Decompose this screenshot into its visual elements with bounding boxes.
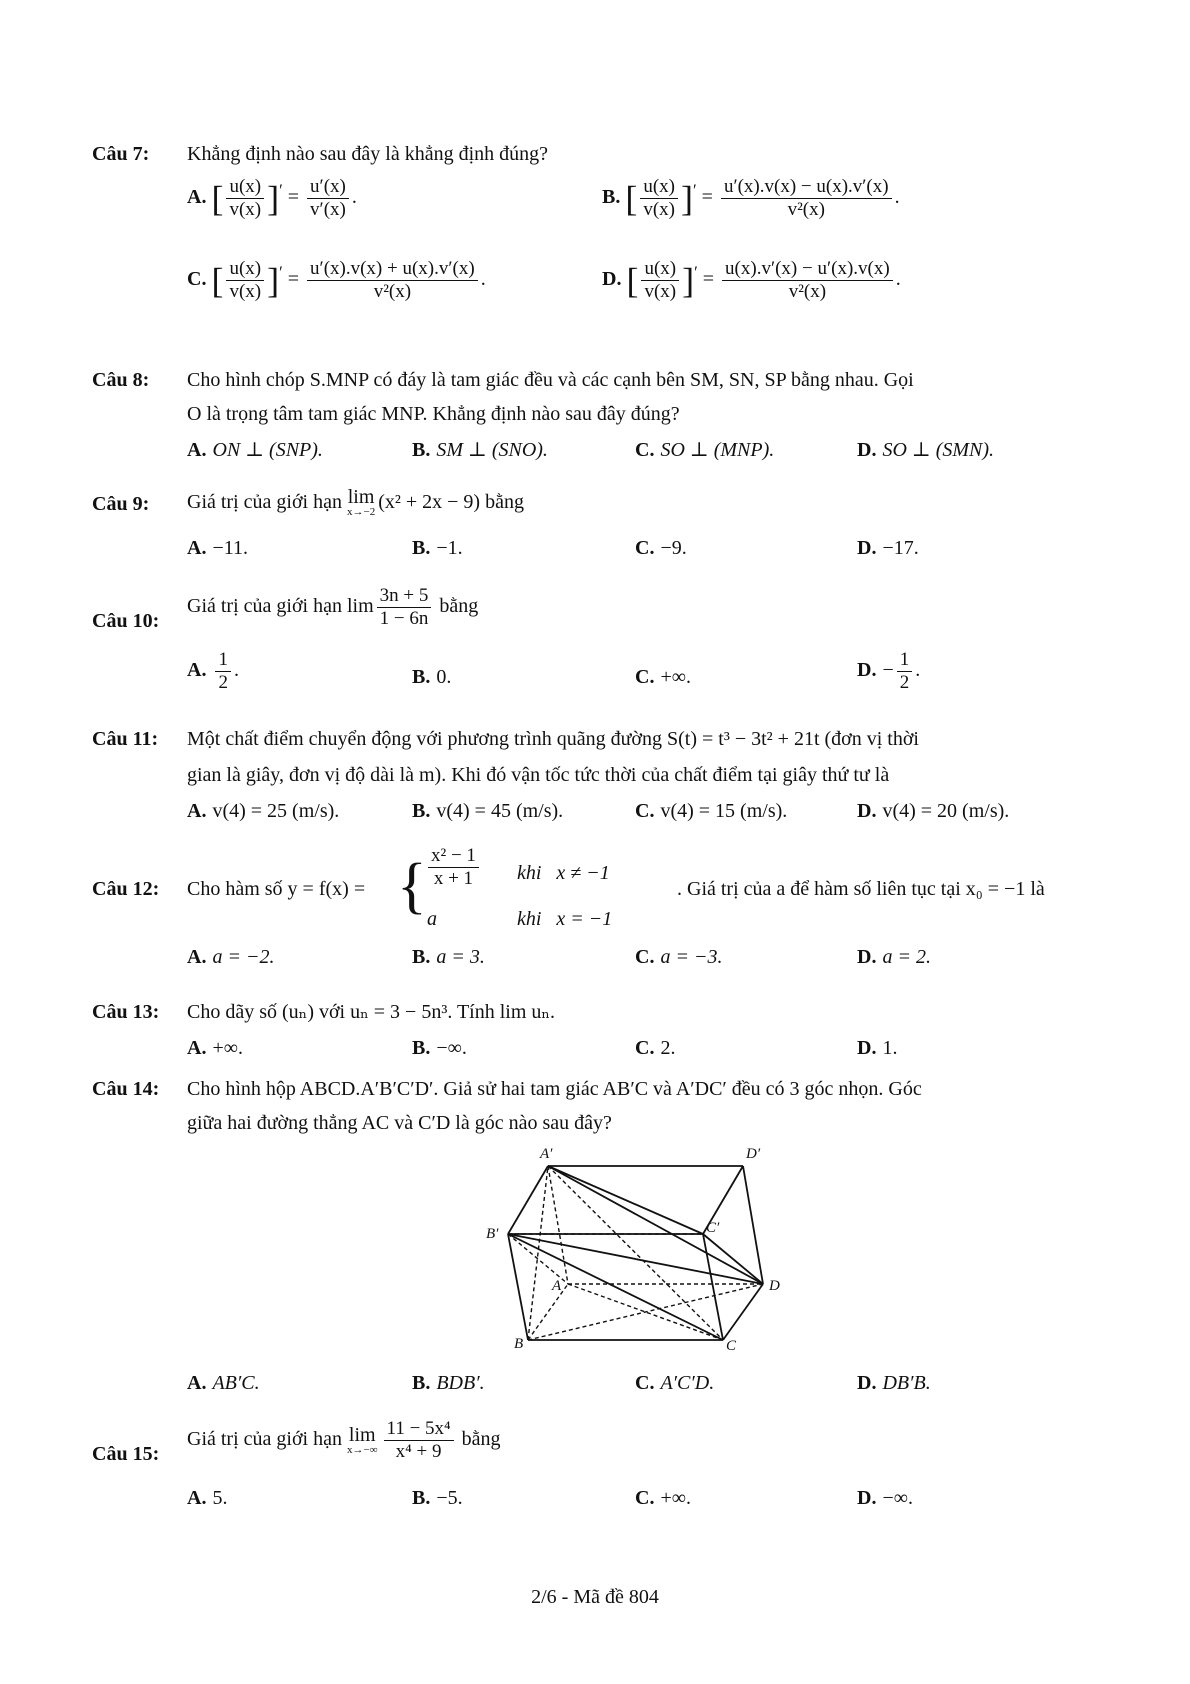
option-a[interactable]: A. +∞. — [187, 1037, 243, 1059]
question-stem: Cho dãy số (uₙ) với uₙ = 3 − 5n³. Tính lim uₙ. — [187, 1001, 556, 1023]
question-stem: Khẳng định nào sau đây là khẳng định đúng? — [187, 143, 549, 165]
limit-operator: lim — [346, 595, 374, 618]
question-7 — [92, 140, 1102, 330]
fraction-numerator: u(x) — [640, 176, 678, 199]
label-b: B — [514, 1336, 524, 1350]
option-c[interactable]: C. 2. — [635, 1037, 676, 1059]
option-b[interactable]: B. 0. — [412, 666, 452, 688]
option-c[interactable]: C. A′C′D. — [635, 1372, 715, 1394]
option-d[interactable]: D. −17. — [857, 537, 919, 559]
limit-operator: lim x→−2 — [346, 486, 376, 519]
option-b[interactable]: B. v(4) = 45 (m/s). — [412, 800, 564, 822]
edge-c1d — [703, 1234, 763, 1284]
case2-value: a — [427, 908, 437, 930]
stem-prefix: Cho hàm số y = f(x) = — [187, 878, 366, 900]
options-row — [187, 797, 1097, 827]
option-key: C. — [187, 268, 207, 291]
question-stem-line2: gian là giây, đơn vị độ dài là m). Khi đó vận tốc tức thời của chất điểm tại giây thứ tư là — [187, 764, 890, 786]
fraction-denominator: v(x) — [643, 199, 675, 220]
parallelepiped-figure — [480, 1140, 790, 1350]
question-label: Câu 10: — [92, 610, 160, 632]
options-row — [187, 1369, 1097, 1399]
options-row — [187, 1034, 1097, 1064]
edge-d1d — [743, 1166, 763, 1284]
question-label: Câu 12: — [92, 878, 160, 900]
option-d[interactable]: D. DB′B. — [857, 1372, 931, 1394]
question-stem-line2: giữa hai đường thẳng AC và C′D là góc nào sau đây? — [187, 1112, 612, 1134]
limit-operator: lim x→−∞ — [346, 1423, 378, 1456]
page-footer: 2/6 - Mã đề 804 — [531, 1586, 659, 1608]
question-stem: Giá trị của giới hạn lim x→−2 (x² + 2x − 9) bằng — [187, 486, 524, 519]
fraction-denominator: v²(x) — [788, 281, 827, 302]
option-c[interactable]: C. [ $\frac{u(x)}{v(x)}$ ]′ = $\frac{u'(x).v(x) + u(x).v'(x)}{\text{v²(x)}}$ . — [187, 258, 486, 302]
line-a1d — [548, 1166, 763, 1284]
question-label: Câu 15: — [92, 1443, 160, 1465]
question-stem-line2: O là trọng tâm tam giác MNP. Khẳng định nào sau đây đúng? — [187, 403, 680, 425]
case2-condition: khi x = −1 — [517, 908, 613, 930]
option-b[interactable]: B. SM ⊥ (SNO). — [412, 439, 548, 461]
option-key: D. — [602, 268, 622, 291]
stem-suffix: . Giá trị của a để hàm số liên tục tại x₀ = −1 là — [677, 878, 1045, 900]
option-c[interactable]: C. +∞. — [635, 666, 691, 688]
question-8 — [92, 366, 1102, 466]
option-d[interactable]: D. [ $\frac{u(x)}{v(x)}$ ]′ = $\frac{u(x).v'(x) - u'(x).v(x)}{\text{v²(x)}}$ . — [602, 258, 901, 302]
label-d: D — [769, 1278, 780, 1294]
fraction-denominator: v(x) — [644, 281, 677, 302]
question-label: Câu 8: — [92, 369, 150, 391]
option-c[interactable]: C. v(4) = 15 (m/s). — [635, 800, 788, 822]
edge-a1b1 — [508, 1166, 548, 1234]
piecewise-brace: { — [397, 852, 427, 920]
options-row — [187, 1484, 1097, 1514]
question-11 — [92, 725, 1102, 835]
option-c[interactable]: C. +∞. — [635, 1487, 691, 1509]
question-stem-line1: Cho hình hộp ABCD.A′B′C′D′. Giả sử hai tam giác AB′C và A′DC′ đều có 3 góc nhọn. Góc — [187, 1078, 922, 1100]
fraction-denominator: v′(x) — [310, 199, 346, 220]
option-a[interactable]: A. −11. — [187, 537, 248, 559]
label-a: A — [552, 1278, 562, 1294]
label-a1: A′ — [540, 1146, 553, 1162]
fraction-numerator: 11 − 5x⁴ — [384, 1418, 454, 1441]
option-d[interactable]: D. − $\frac{1}{2}$ . — [857, 649, 921, 693]
options-row — [187, 534, 1097, 564]
fraction-denominator: v(x) — [229, 199, 262, 220]
question-label: Câu 11: — [92, 728, 159, 750]
question-12 — [92, 845, 1102, 975]
fraction-denominator: x⁴ + 9 — [395, 1441, 442, 1462]
fraction-numerator: 3n + 5 — [377, 585, 432, 608]
fraction-numerator: u′(x) — [307, 176, 349, 199]
option-a[interactable]: A. AB′C. — [187, 1372, 260, 1394]
question-label: Câu 7: — [92, 143, 150, 165]
question-15 — [92, 1418, 1102, 1518]
option-a[interactable]: A. v(4) = 25 (m/s). — [187, 800, 340, 822]
option-a[interactable]: A. a = −2. — [187, 946, 275, 968]
question-9 — [92, 486, 1102, 570]
question-label: Câu 13: — [92, 1001, 160, 1023]
question-stem-line1: Một chất điểm chuyển động với phương trình quãng đường S(t) = t³ − 3t² + 21t (đơn vị thời — [187, 728, 919, 750]
option-key: A. — [187, 186, 207, 209]
option-d[interactable]: D. v(4) = 20 (m/s). — [857, 800, 1010, 822]
options-row — [187, 436, 1097, 466]
label-c: C — [726, 1338, 737, 1350]
question-14 — [92, 1075, 1102, 1405]
case1-condition: khi x ≠ −1 — [517, 862, 610, 884]
option-b[interactable]: B. −1. — [412, 537, 463, 559]
fraction-denominator: v²(x) — [787, 199, 825, 220]
option-b[interactable]: B. −5. — [412, 1487, 463, 1509]
option-key: B. — [602, 186, 621, 209]
line-a1c1 — [548, 1166, 703, 1234]
option-c[interactable]: C. −9. — [635, 537, 687, 559]
hidden-line-a1c — [548, 1166, 723, 1340]
line-b1d — [508, 1234, 763, 1284]
fraction-numerator: u(x).v′(x) − u′(x).v(x) — [722, 258, 893, 281]
option-c[interactable]: C. SO ⊥ (MNP). — [635, 439, 775, 461]
option-b[interactable]: B. BDB′. — [412, 1372, 485, 1394]
option-d[interactable]: D. SO ⊥ (SMN). — [857, 439, 995, 461]
question-10 — [92, 585, 1102, 715]
option-d[interactable]: D. a = 2. — [857, 946, 931, 968]
question-label: Câu 14: — [92, 1078, 160, 1100]
fraction-denominator: v²(x) — [373, 281, 412, 302]
fraction-numerator: u(x) — [641, 258, 679, 281]
fraction-denominator: 1 − 6n — [379, 608, 429, 629]
limit-expression: (x² + 2x − 9) — [378, 491, 481, 513]
line-b1c — [508, 1234, 723, 1340]
option-a[interactable]: A. 5. — [187, 1487, 228, 1509]
options-row — [187, 943, 1097, 973]
question-stem: Giá trị của giới hạn lim $\frac{3n + 5}{1 - 6n}$ bằng — [187, 585, 479, 629]
option-d[interactable]: D. −∞. — [857, 1487, 913, 1509]
option-a[interactable]: A. ON ⊥ (SNP). — [187, 439, 323, 461]
label-b1: B′ — [486, 1226, 499, 1242]
question-13 — [92, 998, 1102, 1068]
question-stem: Giá trị của giới hạn lim x→−∞ $\frac{\text{11 − 5x⁴}}{\text{x⁴ + 9}}$ bằng — [187, 1418, 501, 1462]
label-c1: C′ — [706, 1220, 720, 1236]
question-label: Câu 9: — [92, 493, 150, 515]
option-b[interactable]: B. [ $\frac{u(x)}{v(x)}$ ]′ = $\frac{u'(x).v(x) - u(x).v'(x)}{\text{v²(x)}}$ . — [602, 176, 900, 220]
label-d1: D′ — [746, 1146, 761, 1162]
question-stem-line1: Cho hình chóp S.MNP có đáy là tam giác đều và các cạnh bên SM, SN, SP bằng nhau. Gọi — [187, 369, 914, 391]
fraction-numerator: u(x) — [226, 258, 264, 281]
hidden-line-bd — [528, 1284, 763, 1340]
option-d[interactable]: D. 1. — [857, 1037, 898, 1059]
fraction-numerator: u′(x).v(x) + u(x).v′(x) — [307, 258, 478, 281]
option-b[interactable]: B. a = 3. — [412, 946, 485, 968]
option-b[interactable]: B. −∞. — [412, 1037, 467, 1059]
edge-c1c — [703, 1234, 723, 1340]
option-a[interactable]: A. $\frac{1}{2}$ . — [187, 649, 239, 693]
options-row — [187, 649, 1097, 709]
fraction-denominator: v(x) — [229, 281, 262, 302]
edge-b1b — [508, 1234, 528, 1340]
case1-fraction: $\frac{\text{x² − 1}}{x + 1}$ — [428, 845, 479, 890]
fraction-numerator: u(x) — [226, 176, 264, 199]
option-c[interactable]: C. a = −3. — [635, 946, 723, 968]
fraction-numerator: u′(x).v(x) − u(x).v′(x) — [721, 176, 892, 199]
option-a[interactable]: A. [ $\frac{u(x)}{v(x)}$ ]′ = $\frac{u'(x)}{v'(x)}$ . — [187, 176, 357, 220]
question-stem — [187, 845, 1097, 935]
